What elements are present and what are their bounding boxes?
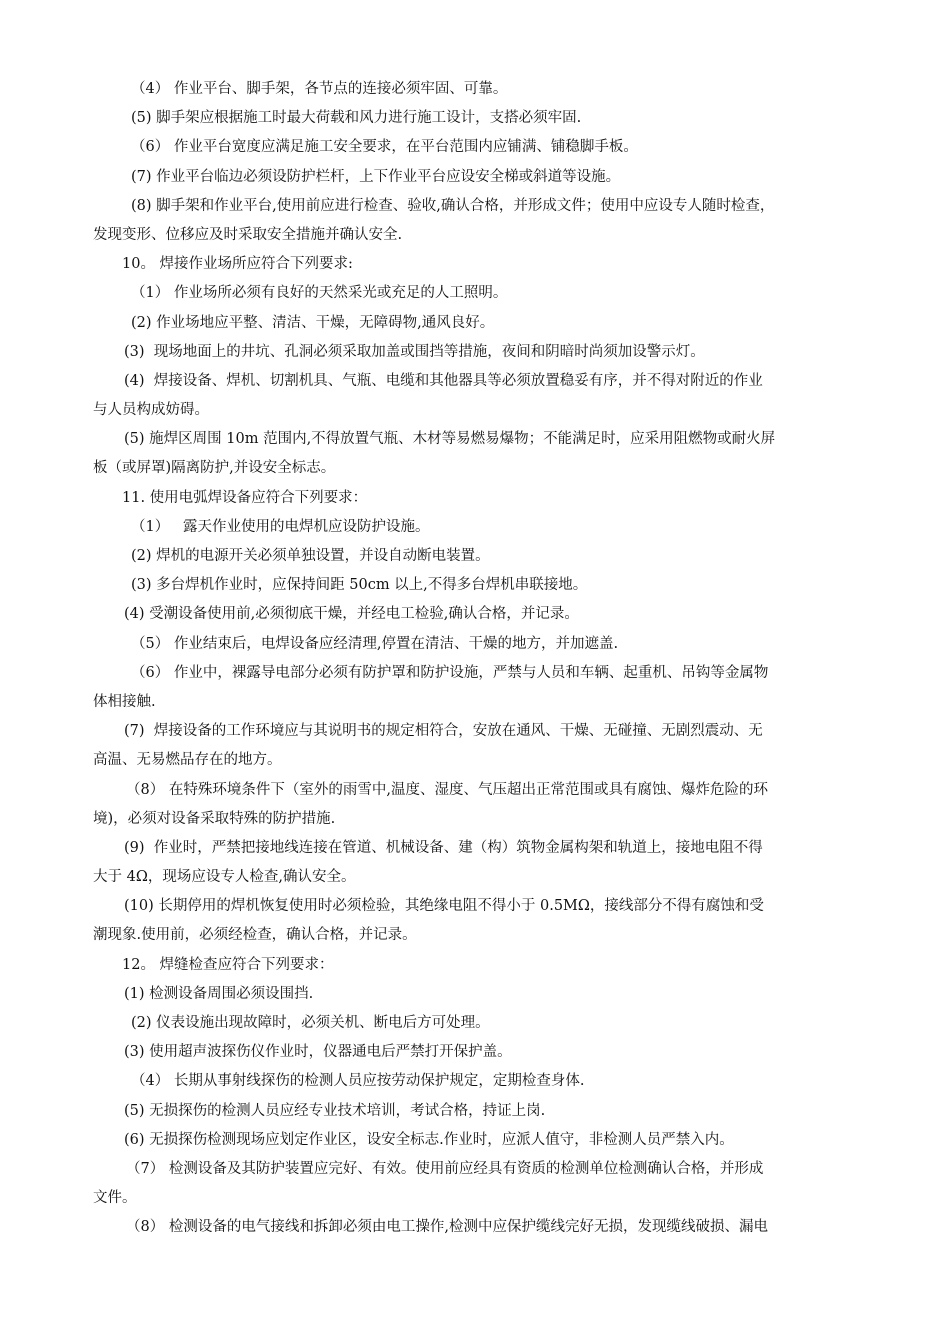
text-line: (8) 脚手架和作业平台,使用前应进行检查、验收,确认合格，并形成文件；使用中应设专人随时检查， [131, 197, 775, 214]
text-line: (2) 焊机的电源开关必须单独设置，并设自动断电装置。 [131, 548, 490, 564]
text-line: (5) 无损探伤的检测人员应经专业技术培训，考试合格，持证上岗. [124, 1102, 546, 1119]
text-line: (7) 焊接设备的工作环境应与其说明书的规定相符合，安放在通风、干燥、无碰撞、无剧烈震动、无 [124, 723, 763, 740]
text-line: 11. 使用电弧焊设备应符合下列要求： [122, 489, 368, 506]
text-line: (9) 作业时，严禁把接地线连接在管道、机械设备、建（构）筑物金属构架和轨道上，接地电阻不得 [124, 839, 763, 856]
text-line: (4) 受潮设备使用前,必须彻底干燥，并经电工检验,确认合格，并记录。 [124, 606, 579, 623]
text-line: 发现变形、位移应及时采取安全措施并确认安全. [93, 226, 403, 243]
text-line: （7） 检测设备及其防护装置应完好、有效。使用前应经具有资质的检测单位检测确认合格，并形成 [126, 1160, 764, 1177]
text-line: (3) 使用超声波探伤仪作业时，仪器通电后严禁打开保护盖。 [124, 1044, 512, 1061]
text-line: 体相接触. [93, 693, 156, 710]
document-page [93, 75, 871, 1243]
text-line: 境)，必须对设备采取特殊的防护措施. [93, 810, 336, 827]
text-line: （8） 在特殊环境条件下（室外的雨雪中,温度、湿度、气压超出正常范围或具有腐蚀、爆炸危险的环 [126, 781, 768, 798]
text-line: 潮现象.使用前，必须经检查，确认合格，并记录。 [93, 927, 417, 944]
text-line: (4) 焊接设备、焊机、切割机具、气瓶、电缆和其他器具等必须放置稳妥有序，并不得对附近的作业 [124, 372, 763, 389]
text-line: 大于 4Ω，现场应设专人检查,确认安全。 [93, 869, 356, 886]
text-line: (1) 检测设备周围必须设围挡. [124, 985, 314, 1002]
text-line: (5) 脚手架应根据施工时最大荷载和风力进行施工设计，支搭必须牢固. [131, 110, 582, 127]
text-line: 板（或屏罩)隔离防护,并设安全标志。 [93, 460, 336, 477]
text-line: (2) 仪表设施出现故障时，必须关机、断电后方可处理。 [131, 1015, 490, 1031]
text-line: (10) 长期停用的焊机恢复使用时必须检验，其绝缘电阻不得小于 0.5MΩ，接线部分不得有腐蚀和受 [124, 898, 764, 915]
text-line: 10。 焊接作业场所应符合下列要求: [122, 256, 353, 273]
text-line: (6) 无损探伤检测现场应划定作业区，设安全标志.作业时，应派人值守，非检测人员严禁入内。 [124, 1131, 734, 1148]
text-line: (2) 作业场地应平整、清洁、干燥，无障碍物,通风良好。 [131, 314, 495, 331]
text-line: 与人员构成妨碍。 [93, 402, 209, 419]
text-line: (3) 现场地面上的井坑、孔洞必须采取加盖或围挡等措施，夜间和阴暗时尚须加设警示灯。 [124, 343, 705, 360]
text-line: (3) 多台焊机作业时，应保持间距 50cm 以上,不得多台焊机串联接地。 [131, 577, 588, 594]
text-line: （5） 作业结束后，电焊设备应经清理,停置在清洁、干燥的地方，并加遮盖. [131, 635, 619, 652]
text-line: 高温、无易燃品存在的地方。 [93, 752, 282, 769]
text-line: （4） 作业平台、脚手架，各节点的连接必须牢固、可靠。 [131, 81, 508, 97]
text-line: （6） 作业平台宽度应满足施工安全要求，在平台范围内应铺满、铺稳脚手板。 [131, 139, 638, 156]
text-line: (7) 作业平台临边必须设防护栏杆，上下作业平台应设安全梯或斜道等设施。 [131, 168, 621, 185]
text-line: (5) 施焊区周围 10m 范围内,不得放置气瓶、木材等易燃易爆物；不能满足时，应采用阻燃物或耐火屏 [124, 431, 776, 448]
text-line: （4） 长期从事射线探伤的检测人员应按劳动保护规定，定期检查身体. [131, 1073, 585, 1090]
text-line: （8） 检测设备的电气接线和拆卸必须由电工操作,检测中应保护缆线完好无损，发现缆线破损、漏电 [126, 1219, 768, 1236]
text-line: 文件。 [93, 1190, 137, 1207]
text-line: （1） 作业场所必须有良好的天然采光或充足的人工照明。 [131, 285, 508, 302]
text-line: 12。 焊缝检查应符合下列要求： [122, 956, 334, 973]
text-line: （1） 露天作业使用的电焊机应设防护设施。 [131, 518, 430, 535]
text-line: （6） 作业中，裸露导电部分必须有防护罩和防护设施，严禁与人员和车辆、起重机、吊钩等金属物 [131, 664, 769, 681]
